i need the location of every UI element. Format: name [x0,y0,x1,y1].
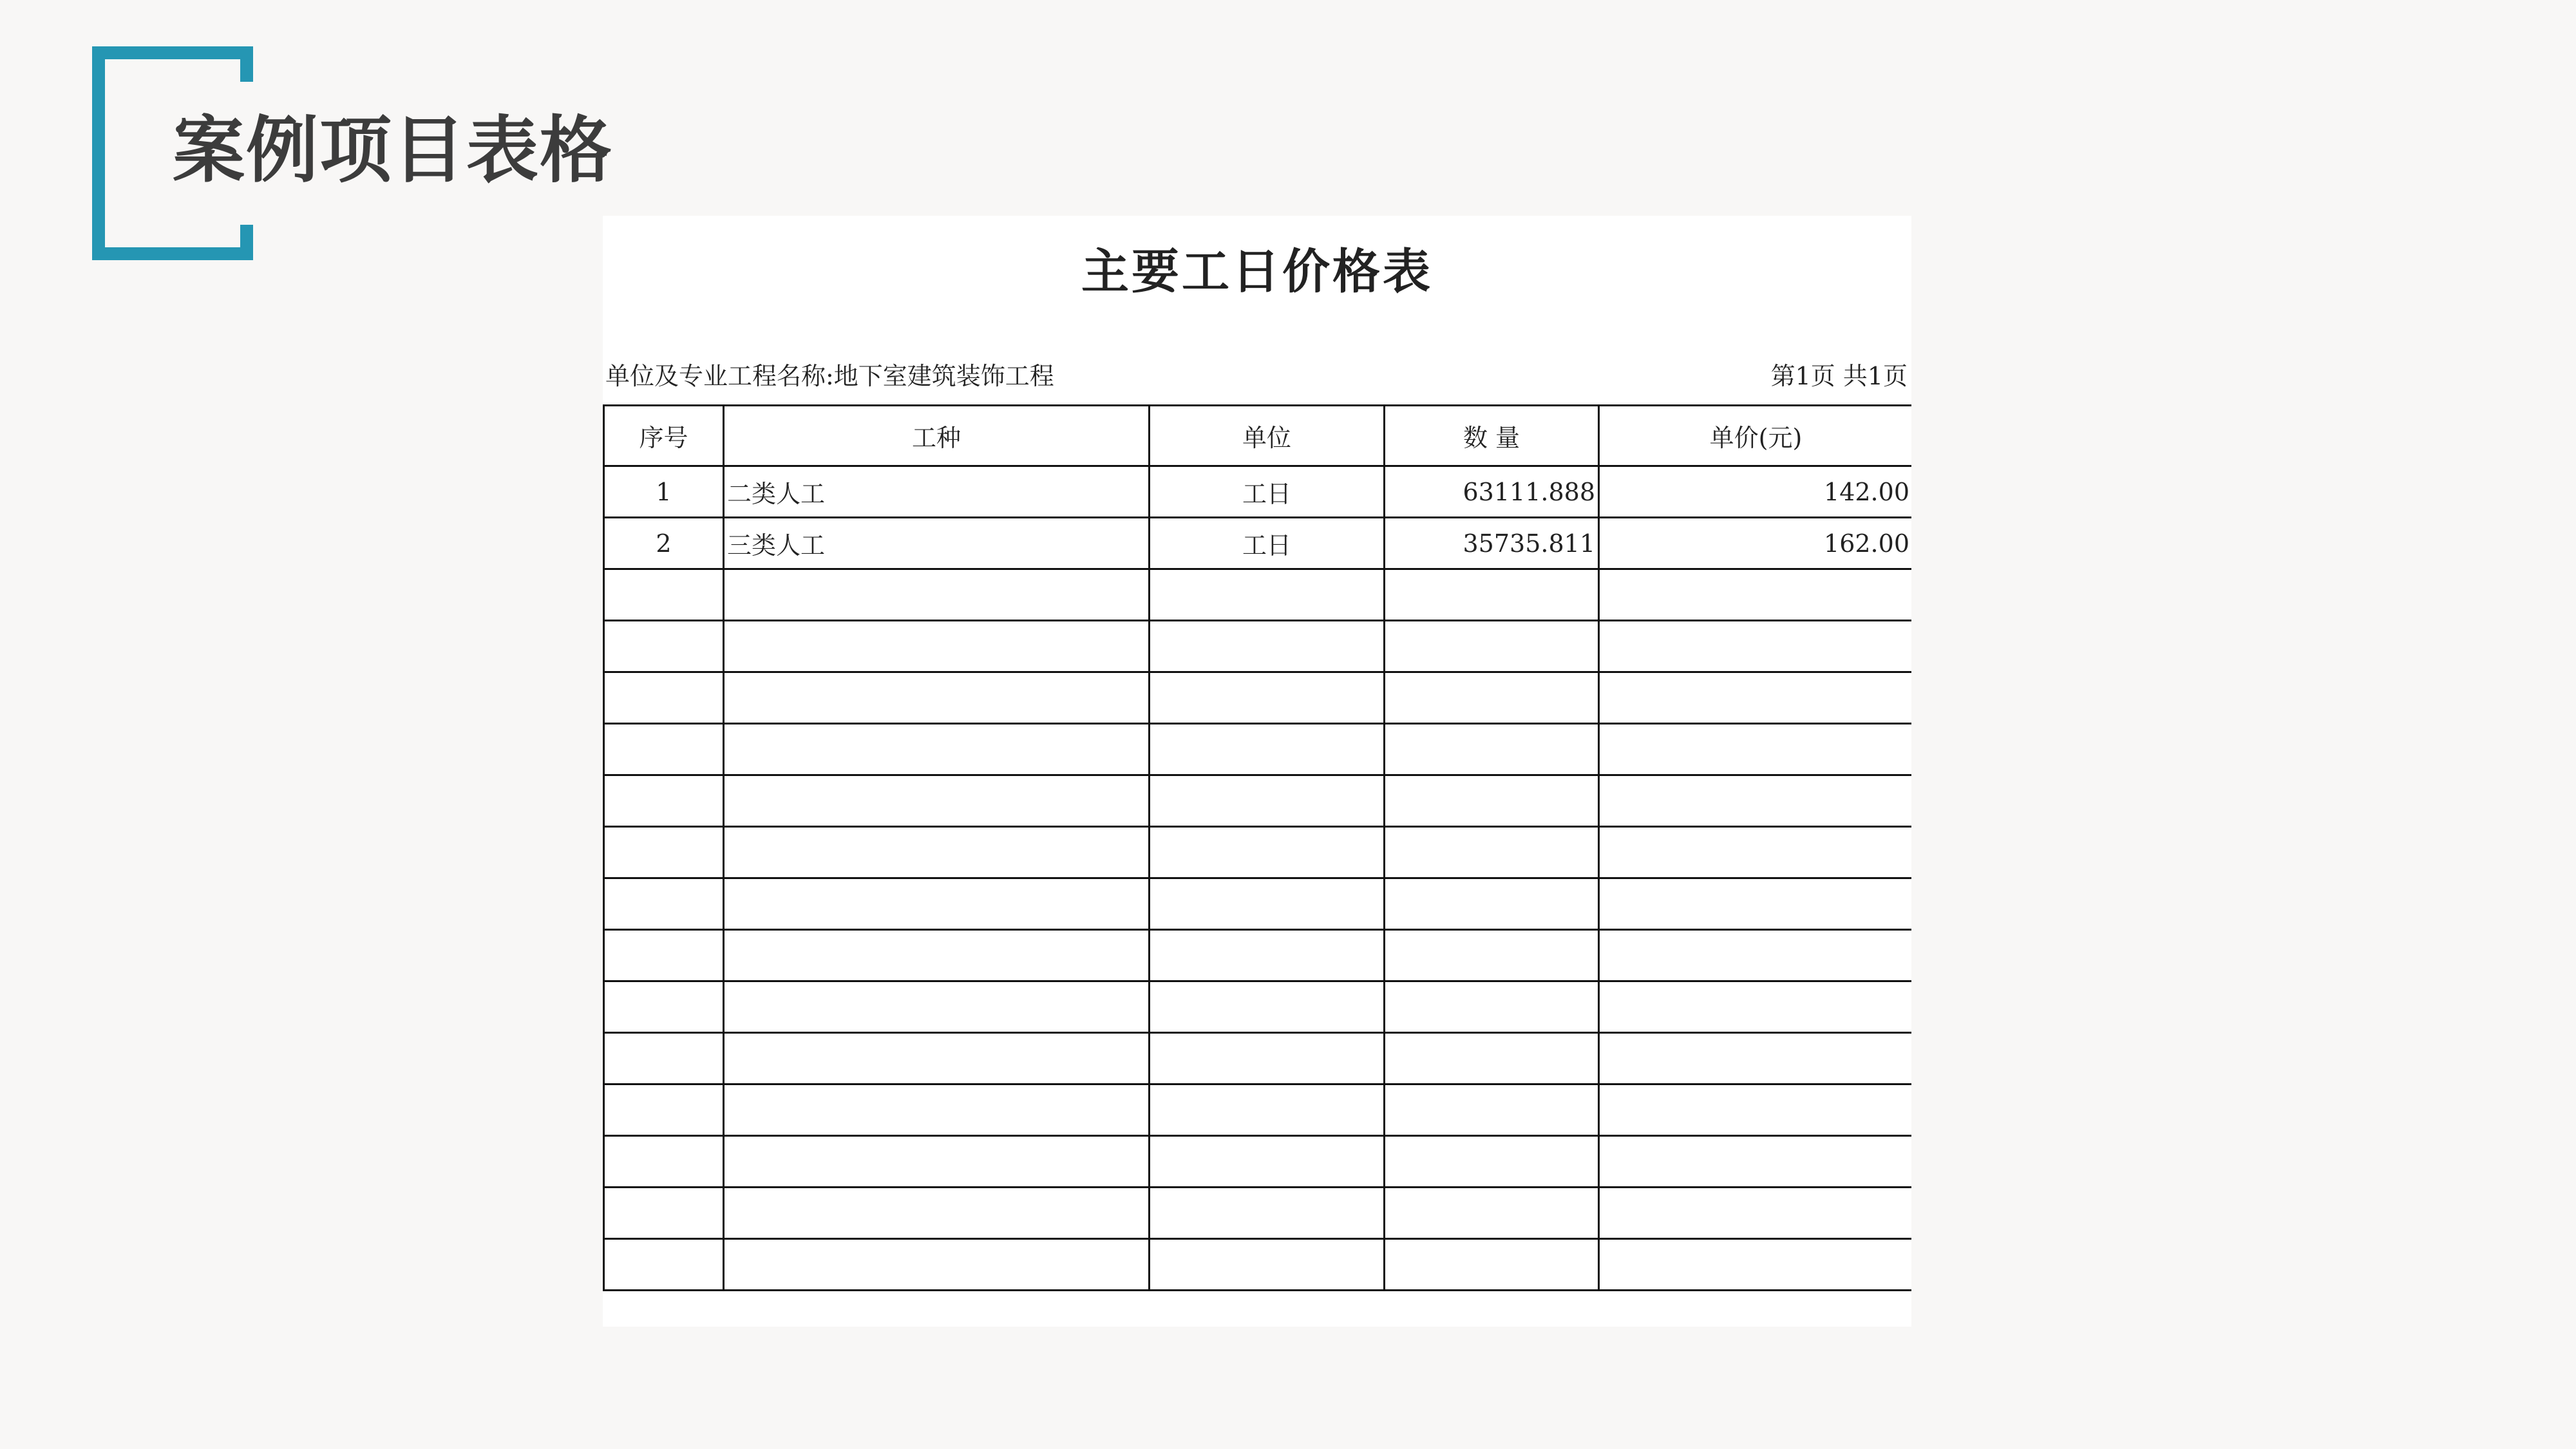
empty-cell [1599,981,1912,1033]
empty-cell [1599,569,1912,621]
column-header-quantity: 数 量 [1385,406,1599,466]
empty-table-row [604,621,1912,672]
empty-table-row [604,827,1912,878]
empty-table-row [604,1136,1912,1188]
cell-trade: 三类人工 [724,518,1150,569]
empty-cell [1599,930,1912,981]
empty-cell [1385,930,1599,981]
empty-cell [1150,775,1385,827]
empty-cell [1385,621,1599,672]
table-row [604,466,1912,518]
empty-table-row [604,569,1912,621]
empty-cell [1150,672,1385,724]
table-header-row [604,406,1912,466]
empty-cell [1150,1084,1385,1136]
empty-cell [1599,1239,1912,1291]
empty-cell [724,672,1150,724]
empty-cell [724,1239,1150,1291]
empty-cell [1385,1136,1599,1188]
cell-unit-price: 142.00 [1599,466,1912,518]
empty-cell [1599,1033,1912,1084]
empty-table-row [604,1033,1912,1084]
empty-cell [1599,672,1912,724]
empty-table-row [604,724,1912,775]
empty-cell [1385,878,1599,930]
column-header-unit: 单位 [1150,406,1385,466]
empty-cell [1385,1033,1599,1084]
empty-table-row [604,672,1912,724]
cell-trade: 二类人工 [724,466,1150,518]
empty-cell [1599,878,1912,930]
empty-table-row [604,878,1912,930]
empty-cell [1599,1188,1912,1239]
empty-cell [604,672,724,724]
empty-cell [724,621,1150,672]
empty-cell [724,1136,1150,1188]
empty-cell [604,827,724,878]
empty-cell [724,827,1150,878]
empty-cell [1385,672,1599,724]
empty-cell [1385,1084,1599,1136]
empty-cell [724,569,1150,621]
empty-cell [1150,930,1385,981]
project-label: 单位及专业工程名称:地下室建筑装饰工程 [605,362,1054,390]
empty-cell [1150,878,1385,930]
column-header-unit-price: 单价(元) [1599,406,1912,466]
document-title: 主要工日价格表 [1081,244,1433,299]
empty-cell [1599,1084,1912,1136]
empty-cell [604,1136,724,1188]
empty-cell [1385,981,1599,1033]
cell-unit-price: 162.00 [1599,518,1912,569]
cell-quantity: 63111.888 [1385,466,1599,518]
empty-cell [604,981,724,1033]
table-body [604,466,1912,1291]
empty-cell [1385,827,1599,878]
cell-unit: 工日 [1150,518,1385,569]
page-info: 第1页 共1页 [1770,362,1908,390]
empty-cell [1385,569,1599,621]
column-header-trade: 工种 [724,406,1150,466]
empty-cell [1150,621,1385,672]
empty-cell [1150,827,1385,878]
empty-cell [724,775,1150,827]
bracket-tick-bottom [240,225,253,260]
empty-cell [604,775,724,827]
empty-cell [724,724,1150,775]
empty-cell [1150,569,1385,621]
empty-table-row [604,1239,1912,1291]
empty-cell [1150,1188,1385,1239]
empty-cell [604,569,724,621]
table-row [604,518,1912,569]
empty-cell [604,724,724,775]
empty-cell [604,1188,724,1239]
empty-table-row [604,1084,1912,1136]
empty-cell [1150,1136,1385,1188]
empty-cell [1599,827,1912,878]
price-table [603,404,1911,1291]
empty-cell [724,930,1150,981]
empty-table-row [604,775,1912,827]
cell-unit: 工日 [1150,466,1385,518]
empty-table-row [604,981,1912,1033]
empty-cell [1599,724,1912,775]
empty-cell [1385,775,1599,827]
empty-cell [1150,1239,1385,1291]
empty-cell [604,878,724,930]
empty-cell [724,878,1150,930]
slide-title: 案例项目表格 [173,109,613,193]
empty-table-row [604,930,1912,981]
empty-cell [724,1033,1150,1084]
cell-index: 2 [604,518,724,569]
empty-cell [1599,775,1912,827]
empty-cell [724,981,1150,1033]
empty-cell [1150,724,1385,775]
empty-cell [1150,981,1385,1033]
empty-cell [604,1239,724,1291]
empty-cell [724,1084,1150,1136]
empty-cell [1385,724,1599,775]
empty-cell [1385,1188,1599,1239]
empty-table-row [604,1188,1912,1239]
price-sheet [603,216,1911,1327]
empty-cell [1599,621,1912,672]
empty-cell [1150,1033,1385,1084]
empty-cell [604,1084,724,1136]
column-header-index: 序号 [604,406,724,466]
empty-cell [724,1188,1150,1239]
empty-cell [604,930,724,981]
cell-quantity: 35735.811 [1385,518,1599,569]
cell-index: 1 [604,466,724,518]
empty-cell [604,621,724,672]
empty-cell [1599,1136,1912,1188]
bracket-tick-top [240,46,253,82]
empty-cell [1385,1239,1599,1291]
empty-cell [604,1033,724,1084]
